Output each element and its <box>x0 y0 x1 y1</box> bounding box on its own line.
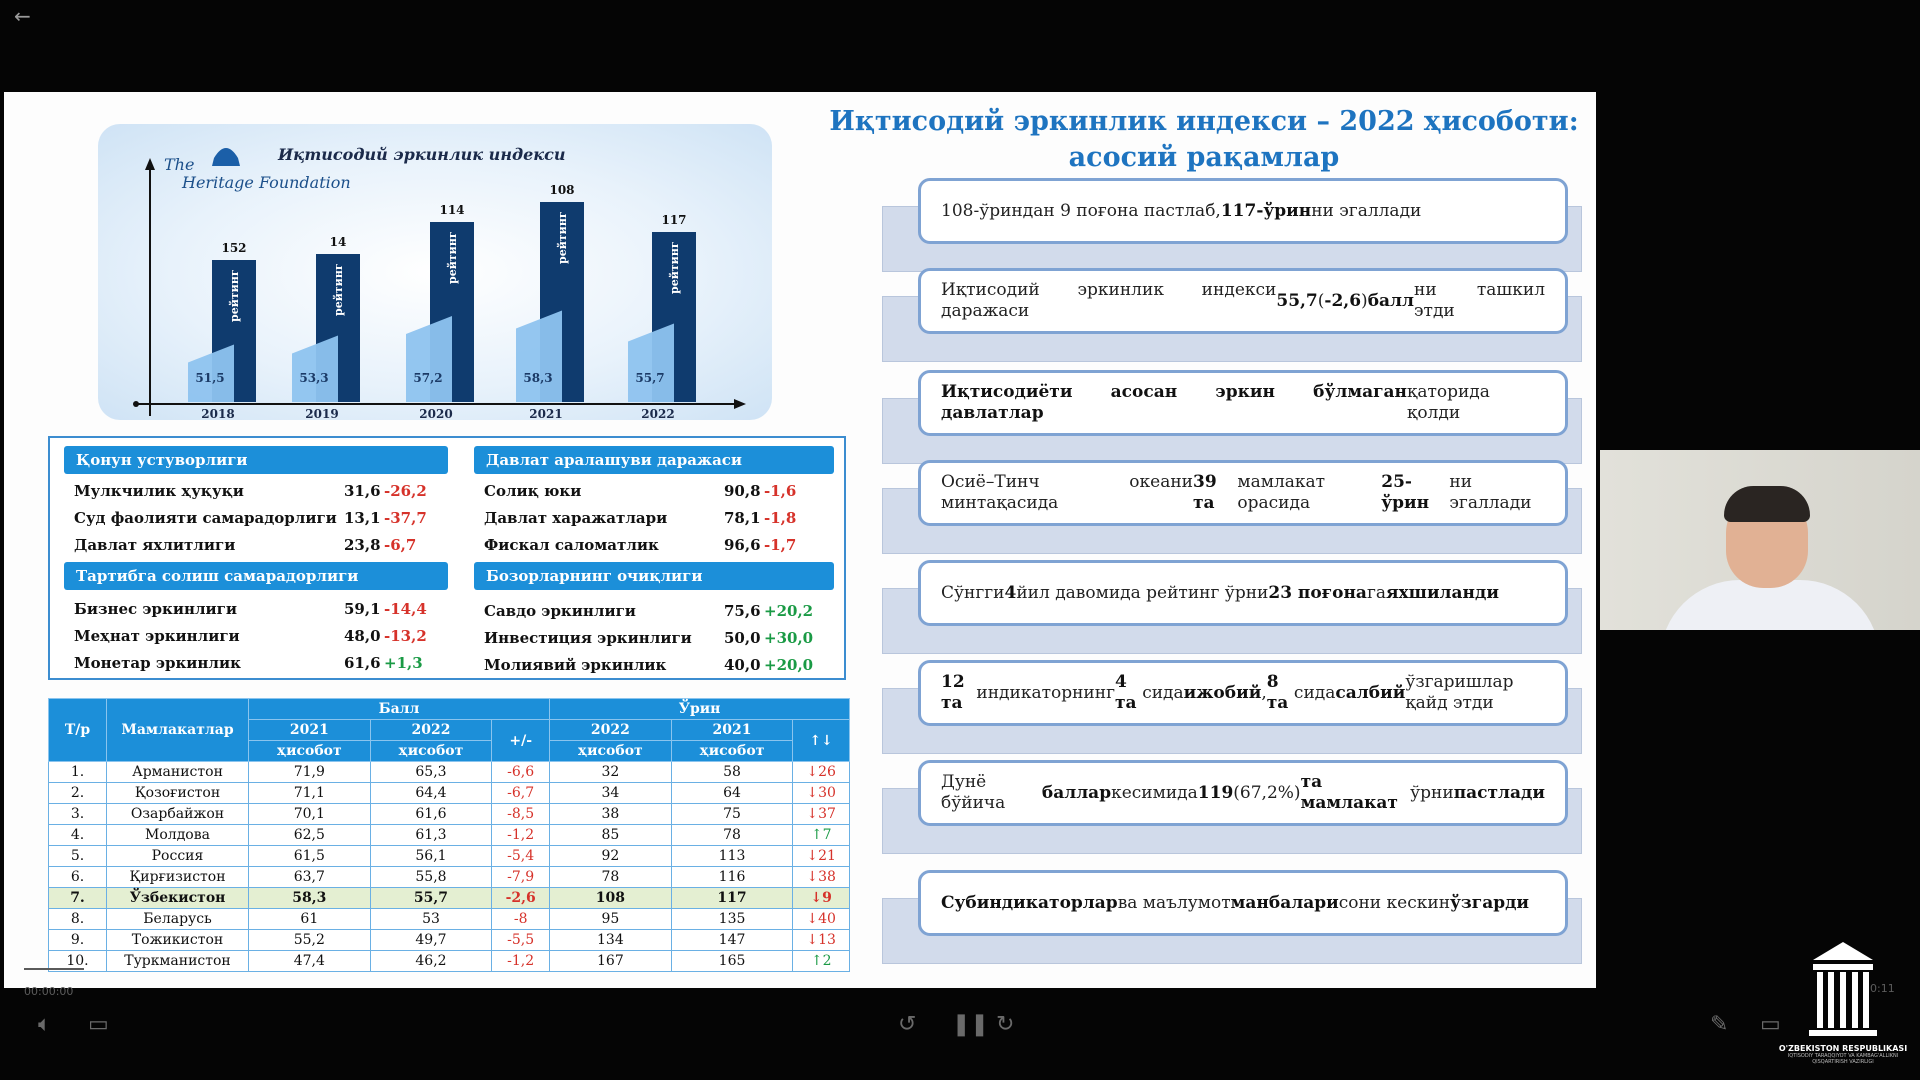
fact-card: Субиндикаторлар ва маълумот манбалари сони кескин ўзгарди <box>918 870 1568 936</box>
indicator-group-header: Қонун устуворлиги <box>64 446 448 474</box>
rating-bar-label: рейтинг <box>332 263 345 316</box>
building-icon <box>1803 938 1883 1038</box>
slide-title <box>824 104 1584 176</box>
row-rank-2021: 78 <box>671 825 793 846</box>
row-rank-2022: 38 <box>550 804 672 825</box>
indicator-value: 48,0 <box>344 627 381 645</box>
row-number: 5. <box>49 846 107 867</box>
fact-card: Дунё бўйича баллар кесимида 119 (67,2%) та мамлакат ўрни пастлади <box>918 760 1568 826</box>
rating-bar-label: рейтинг <box>556 211 569 264</box>
indicator-name: Савдо эркинлиги <box>484 602 636 620</box>
score-bar <box>292 336 338 403</box>
row-rank-2021: 58 <box>671 762 793 783</box>
row-move: ↓38 <box>793 867 850 888</box>
x-tick-label: 2018 <box>201 407 235 420</box>
row-diff: -5,5 <box>492 930 550 951</box>
indicator-row <box>64 623 448 650</box>
rating-value-label: 114 <box>439 203 465 217</box>
row-number: 4. <box>49 825 107 846</box>
indicator-change: -26,2 <box>384 482 427 500</box>
indicator-name: Давлат харажатлари <box>484 509 668 527</box>
indicator-name: Бизнес эркинлиги <box>74 600 237 618</box>
row-diff: -5,4 <box>492 846 550 867</box>
rating-value-label: 14 <box>329 235 347 249</box>
indicator-change: +20,2 <box>764 602 814 620</box>
indicator-name: Солиқ юки <box>484 482 582 500</box>
indicator-row <box>474 505 834 532</box>
indicator-name: Фискал саломатлик <box>484 536 659 554</box>
indicator-group-4 <box>474 562 834 679</box>
webcam-video <box>1600 450 1920 630</box>
indicator-name: Меҳнат эркинлиги <box>74 627 240 645</box>
row-diff: -7,9 <box>492 867 550 888</box>
rewind-icon[interactable]: ↺ <box>898 1012 917 1037</box>
row-rank-2022: 134 <box>550 930 672 951</box>
row-rank-2021: 64 <box>671 783 793 804</box>
indicator-row <box>474 478 834 505</box>
row-rank-2022: 32 <box>550 762 672 783</box>
x-tick-label: 2022 <box>641 407 675 420</box>
score-bar <box>406 316 452 402</box>
indicator-name: Инвестиция эркинлиги <box>484 629 692 647</box>
indicator-row <box>64 650 448 677</box>
x-tick-label: 2019 <box>305 407 339 420</box>
table-row <box>49 930 850 951</box>
rating-bar-label: рейтинг <box>228 269 241 322</box>
row-number: 6. <box>49 867 107 888</box>
row-score-2022: 55,8 <box>370 867 492 888</box>
indicator-value: 90,8 <box>724 482 761 500</box>
row-rank-2021: 147 <box>671 930 793 951</box>
indicator-row <box>474 625 834 652</box>
row-score-2021: 61 <box>249 909 371 930</box>
col-rank-2021: 2021 <box>671 720 793 741</box>
table-row <box>49 909 850 930</box>
row-score-2022: 65,3 <box>370 762 492 783</box>
col-score-group: Балл <box>249 699 550 720</box>
indicator-group-header: Бозорларнинг очиқлиги <box>474 562 834 590</box>
indicator-change: +20,0 <box>764 656 814 674</box>
row-number: 10. <box>49 951 107 972</box>
row-score-2022: 56,1 <box>370 846 492 867</box>
row-country: Молдова <box>107 825 249 846</box>
row-rank-2021: 135 <box>671 909 793 930</box>
table-row <box>49 846 850 867</box>
col-diff: +/- <box>492 720 550 762</box>
indicator-group-3 <box>64 562 448 677</box>
score-bar <box>516 311 562 403</box>
fact-card: Иқтисодий эркинлик индекси даражаси 55,7 ( -2,6 ) балл ни ташкил этди <box>918 268 1568 334</box>
indicator-value: 23,8 <box>344 536 381 554</box>
fact-card: Иқтисодиёти асосан эркин бўлмаган давлатлар қаторида қолди <box>918 370 1568 436</box>
row-country: Арманистон <box>107 762 249 783</box>
row-country: Қозоғистон <box>107 783 249 804</box>
row-diff: -6,6 <box>492 762 550 783</box>
indicator-value: 78,1 <box>724 509 761 527</box>
indicator-row <box>474 532 834 559</box>
col-rank-2022: 2022 <box>550 720 672 741</box>
y-axis-arrow <box>145 158 155 170</box>
row-diff: -1,2 <box>492 951 550 972</box>
row-rank-2022: 92 <box>550 846 672 867</box>
axis-origin <box>133 401 139 407</box>
row-score-2021: 62,5 <box>249 825 371 846</box>
row-country: Туркманистон <box>107 951 249 972</box>
row-country: Озарбайжон <box>107 804 249 825</box>
indicator-value: 13,1 <box>344 509 381 527</box>
indicator-group-header: Тартибга солиш самарадорлиги <box>64 562 448 590</box>
indicator-value: 40,0 <box>724 656 761 674</box>
ranking-table <box>48 698 850 972</box>
table-row <box>49 951 850 972</box>
indicators-box <box>48 436 846 680</box>
col-report: ҳисобот <box>249 741 371 762</box>
row-diff: -6,7 <box>492 783 550 804</box>
time-elapsed: 00:00:00 <box>24 985 74 998</box>
row-country: Беларусь <box>107 909 249 930</box>
col-report: ҳисобот <box>370 741 492 762</box>
row-number: 3. <box>49 804 107 825</box>
slide-title-line1: Иқтисодий эркинлик индекси – 2022 ҳисоботи: <box>829 106 1579 137</box>
x-tick-label: 2020 <box>419 407 453 420</box>
row-country: Россия <box>107 846 249 867</box>
row-number: 8. <box>49 909 107 930</box>
indicator-value: 50,0 <box>724 629 761 647</box>
heritage-logo-the: The <box>164 155 195 174</box>
indicator-name: Монетар эркинлик <box>74 654 241 672</box>
score-value-label: 58,3 <box>523 371 553 385</box>
row-country: Тожикистон <box>107 930 249 951</box>
heritage-logo-name: Heritage Foundation <box>182 173 351 192</box>
indicator-row <box>474 652 834 679</box>
col-num: Т/р <box>49 699 107 762</box>
pen-icon[interactable]: ✎ <box>1710 1012 1729 1037</box>
row-move: ↑7 <box>793 825 850 846</box>
indicator-name: Молиявий эркинлик <box>484 656 667 674</box>
row-move: ↓9 <box>793 888 850 909</box>
col-arrows: ↑↓ <box>793 720 850 762</box>
indicator-change: -37,7 <box>384 509 427 527</box>
chart-svg <box>98 124 772 420</box>
indicator-value: 96,6 <box>724 536 761 554</box>
row-score-2022: 49,7 <box>370 930 492 951</box>
logo-caption: O'ZBEKISTON RESPUBLIKASI <box>1778 1044 1908 1053</box>
row-score-2021: 71,1 <box>249 783 371 804</box>
fact-card: 12 та индикаторнинг 4 та сида ижобий , 8 та сида салбий ўзгаришлар қайд этди <box>918 660 1568 726</box>
back-arrow-icon[interactable]: ← <box>14 4 31 28</box>
row-diff: -8 <box>492 909 550 930</box>
col-country: Мамлакатлар <box>107 699 249 762</box>
indicator-value: 31,6 <box>344 482 381 500</box>
row-score-2022: 61,6 <box>370 804 492 825</box>
row-rank-2022: 167 <box>550 951 672 972</box>
indicator-change: -1,7 <box>764 536 797 554</box>
row-move: ↓40 <box>793 909 850 930</box>
row-move: ↓21 <box>793 846 850 867</box>
score-value-label: 51,5 <box>195 371 225 385</box>
row-score-2021: 58,3 <box>249 888 371 909</box>
col-rank-group: Ўрин <box>550 699 850 720</box>
score-value-label: 53,3 <box>299 371 329 385</box>
indicator-name: Давлат яхлитлиги <box>74 536 236 554</box>
progress-bar[interactable] <box>24 968 84 970</box>
row-score-2021: 55,2 <box>249 930 371 951</box>
rating-value-label: 152 <box>221 241 247 255</box>
indicator-name: Суд фаолияти самарадорлиги <box>74 509 337 527</box>
table-row <box>49 867 850 888</box>
presentation-slide <box>4 92 1596 988</box>
col-score-2021: 2021 <box>249 720 371 741</box>
table-row <box>49 804 850 825</box>
screen-icon[interactable]: ▭ <box>1760 1012 1781 1037</box>
fact-card: 108-ўриндан 9 поғона пастлаб, 117-ўрин ни эгаллади <box>918 178 1568 244</box>
freedom-index-chart <box>98 124 772 420</box>
row-rank-2022: 34 <box>550 783 672 804</box>
row-score-2022: 55,7 <box>370 888 492 909</box>
row-score-2022: 64,4 <box>370 783 492 804</box>
table-row <box>49 888 850 909</box>
indicator-change: -14,4 <box>384 600 427 618</box>
rating-bar-label: рейтинг <box>446 231 459 284</box>
row-move: ↓37 <box>793 804 850 825</box>
row-diff: -8,5 <box>492 804 550 825</box>
row-number: 2. <box>49 783 107 804</box>
score-bar <box>628 324 674 403</box>
col-report: ҳисобот <box>671 741 793 762</box>
row-rank-2022: 78 <box>550 867 672 888</box>
row-number: 9. <box>49 930 107 951</box>
indicator-change: -1,8 <box>764 509 797 527</box>
forward-icon[interactable]: ↻ <box>996 1012 1015 1037</box>
row-move: ↓30 <box>793 783 850 804</box>
row-move: ↑2 <box>793 951 850 972</box>
indicator-row <box>64 505 448 532</box>
table-row <box>49 783 850 804</box>
row-diff: -2,6 <box>492 888 550 909</box>
table-row <box>49 825 850 846</box>
row-score-2021: 71,9 <box>249 762 371 783</box>
subtitles-icon[interactable]: ▭ <box>88 1012 109 1037</box>
score-value-label: 57,2 <box>413 371 443 385</box>
rating-value-label: 108 <box>549 183 575 197</box>
indicator-change: +1,3 <box>384 654 423 672</box>
indicator-row <box>64 596 448 623</box>
indicator-group-2 <box>474 446 834 559</box>
row-score-2021: 70,1 <box>249 804 371 825</box>
row-score-2021: 63,7 <box>249 867 371 888</box>
row-diff: -1,2 <box>492 825 550 846</box>
slide-title-line2: асосий рақамлар <box>1068 142 1340 173</box>
indicator-change: -13,2 <box>384 627 427 645</box>
row-rank-2021: 113 <box>671 846 793 867</box>
ministry-logo <box>1778 938 1908 1072</box>
volume-icon[interactable]: 🔈︎ <box>38 1012 52 1037</box>
x-tick-label: 2021 <box>529 407 563 420</box>
row-rank-2022: 108 <box>550 888 672 909</box>
indicator-name: Мулкчилик ҳуқуқи <box>74 482 244 500</box>
row-score-2022: 46,2 <box>370 951 492 972</box>
indicator-row <box>64 478 448 505</box>
score-value-label: 55,7 <box>635 371 665 385</box>
row-number: 7. <box>49 888 107 909</box>
time-total: 0:11 <box>1870 982 1895 995</box>
row-rank-2021: 116 <box>671 867 793 888</box>
indicator-value: 61,6 <box>344 654 381 672</box>
row-rank-2021: 165 <box>671 951 793 972</box>
heritage-bell-icon <box>212 148 240 166</box>
indicator-change: -1,6 <box>764 482 797 500</box>
fact-card: Осиё–Тинч океани минтақасида 39 та мамлакат орасида 25-ўрин ни эгаллади <box>918 460 1568 526</box>
row-move: ↓26 <box>793 762 850 783</box>
row-country: Ўзбекистон <box>107 888 249 909</box>
col-score-2022: 2022 <box>370 720 492 741</box>
logo-subcaption: IQTISODIY TARAQQIYOT VA KAMBAG'ALLIKNI QISQARTIRISH VAZIRLIGI <box>1787 1053 1899 1065</box>
row-rank-2022: 85 <box>550 825 672 846</box>
row-move: ↓13 <box>793 930 850 951</box>
row-number: 1. <box>49 762 107 783</box>
indicator-group-1 <box>64 446 448 559</box>
row-score-2022: 61,3 <box>370 825 492 846</box>
row-rank-2022: 95 <box>550 909 672 930</box>
indicator-row <box>64 532 448 559</box>
row-score-2021: 47,4 <box>249 951 371 972</box>
indicator-value: 75,6 <box>724 602 761 620</box>
pause-icon[interactable]: ❚❚ <box>952 1012 989 1037</box>
indicator-row <box>474 598 834 625</box>
col-report: ҳисобот <box>550 741 672 762</box>
indicator-group-header: Давлат аралашуви даражаси <box>474 446 834 474</box>
row-country: Қирғизистон <box>107 867 249 888</box>
indicator-change: +30,0 <box>764 629 814 647</box>
rating-value-label: 117 <box>661 213 687 227</box>
row-rank-2021: 117 <box>671 888 793 909</box>
row-rank-2021: 75 <box>671 804 793 825</box>
indicator-value: 59,1 <box>344 600 381 618</box>
row-score-2021: 61,5 <box>249 846 371 867</box>
row-score-2022: 53 <box>370 909 492 930</box>
fact-card: Сўнгги 4 йил давомида рейтинг ўрни 23 поғона га яхшиланди <box>918 560 1568 626</box>
table-row <box>49 762 850 783</box>
indicator-change: -6,7 <box>384 536 417 554</box>
rating-bar-label: рейтинг <box>668 241 681 294</box>
chart-title: Иқтисодий эркинлик индекси <box>278 145 566 164</box>
x-axis-arrow <box>734 399 746 409</box>
